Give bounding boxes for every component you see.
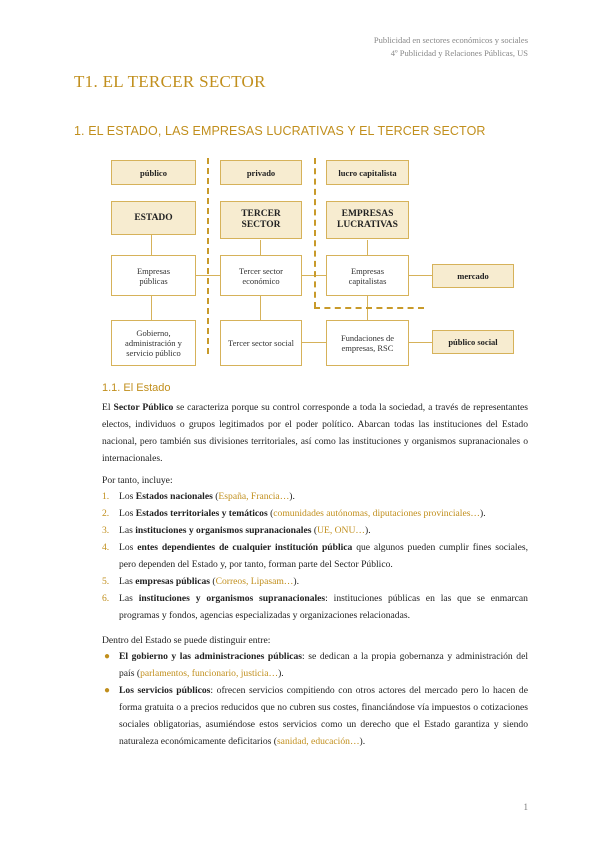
box-empresas-capitalistas: Empresas capitalistas bbox=[326, 255, 409, 296]
intro-bold: Sector Público bbox=[113, 402, 174, 413]
item-bold: instituciones y organismos supranacionales bbox=[135, 525, 312, 536]
item-bold: El gobierno y las administraciones públicas bbox=[119, 651, 303, 662]
sector-diagram bbox=[0, 0, 600, 380]
item-bold: Estados territoriales y temáticos bbox=[135, 508, 268, 519]
item-text: ( bbox=[212, 491, 219, 502]
item-text: Los bbox=[119, 542, 138, 553]
item-text: Las bbox=[119, 525, 136, 536]
list-number: 2. bbox=[102, 508, 110, 519]
item-text: que algunos pueden cumplir fines sociales, pero dependen del Estado y, por tanto, forman parte del Sector Público. bbox=[119, 542, 528, 570]
intro-lead: El bbox=[102, 402, 114, 413]
item-text: Los bbox=[119, 491, 136, 502]
list-item bbox=[102, 590, 528, 624]
item-text: : se dedican a la propia gobernanza y administración del país ( bbox=[119, 651, 528, 679]
list-item bbox=[102, 648, 528, 682]
list-item bbox=[102, 505, 528, 522]
box-empresas-publicas: Empresas públicas bbox=[111, 255, 196, 296]
divider-private-lucro bbox=[314, 158, 316, 308]
list-item bbox=[102, 488, 528, 505]
divider-public-private bbox=[207, 158, 209, 354]
item-examples: Correos, Lipasam… bbox=[215, 576, 294, 587]
list-item bbox=[102, 539, 528, 573]
page-number: 1 bbox=[523, 802, 528, 812]
item-examples: sanidad, educación… bbox=[276, 736, 360, 747]
item-text: ( bbox=[267, 508, 274, 519]
list-number: 4. bbox=[102, 542, 110, 553]
item-text: : instituciones públicas en las que se enmarcan programas y fondos, agencias especializadas y organizaciones relacionadas. bbox=[119, 593, 528, 621]
item-bold: empresas públicas bbox=[135, 576, 210, 587]
box-tercer-sector-economico: Tercer sector económico bbox=[220, 255, 302, 296]
item-text: ). bbox=[359, 736, 366, 747]
header-lucro-capitalista: lucro capitalista bbox=[326, 160, 409, 185]
box-fundaciones: Fundaciones de empresas, RSC bbox=[326, 320, 409, 366]
divider-lucro-bottom bbox=[314, 307, 424, 309]
item-bold: entes dependientes de cualquier institución pública bbox=[137, 542, 353, 553]
box-tercer-sector-social: Tercer sector social bbox=[220, 320, 302, 366]
box-publico-social: público social bbox=[432, 330, 514, 354]
connector-h5 bbox=[409, 342, 432, 343]
item-text: ( bbox=[209, 576, 216, 587]
box-gobierno: Gobierno, administración y servicio público bbox=[111, 320, 196, 366]
item-examples: UE, ONU… bbox=[317, 525, 366, 536]
list-item bbox=[102, 682, 528, 750]
distinguish-lead: Dentro del Estado se puede distinguir entre: bbox=[102, 635, 271, 646]
bullet-icon: ● bbox=[104, 651, 111, 662]
header-privado: privado bbox=[220, 160, 302, 185]
item-text: ). bbox=[289, 491, 295, 502]
item-text: : ofrecen servicios compitiendo con otros actores del mercado pero lo hacen de forma gratuita o a precios reducidos que no cubren sus costes, financiándose vía impuestos o cotizaciones sociales obligatorias, asumiéndose estos servicios como un derecho que el Estado garantiza y siendo naturaleza económicamente deficitarios ( bbox=[119, 685, 528, 747]
list-item bbox=[102, 573, 528, 590]
intro-rest: se caracteriza porque su control corresponde a toda la sociedad, a través de representantes electos, individuos o grupos legitimados por el poder político. Abarcan todas las instituciones del Estado nacional, pero también sus divisiones territoriales, así como las instituciones y organismos supranacionales o internacionales. bbox=[102, 402, 528, 464]
list-number: 6. bbox=[102, 593, 110, 604]
item-text: Las bbox=[119, 593, 139, 604]
box-empresas-lucrativas: EMPRESAS LUCRATIVAS bbox=[326, 201, 409, 239]
list-number: 5. bbox=[102, 576, 110, 587]
item-text: Los bbox=[119, 508, 136, 519]
item-bold: Estados nacionales bbox=[135, 491, 213, 502]
distinguish-list bbox=[102, 648, 528, 750]
subsection-title: 1.1. El Estado bbox=[102, 382, 171, 394]
connector-h4 bbox=[302, 342, 326, 343]
item-examples: parlamentos, funcionario, justicia… bbox=[140, 668, 279, 679]
list-number: 3. bbox=[102, 525, 110, 536]
connector-h3 bbox=[409, 275, 432, 276]
item-bold: instituciones y organismos supranacionales bbox=[138, 593, 326, 604]
box-estado: ESTADO bbox=[111, 201, 196, 235]
includes-lead: Por tanto, incluye: bbox=[102, 475, 173, 486]
item-text: ). bbox=[293, 576, 299, 587]
item-text: ). bbox=[365, 525, 371, 536]
item-examples: España, Francia… bbox=[218, 491, 290, 502]
intro-paragraph bbox=[102, 399, 528, 467]
item-text: Las bbox=[119, 576, 136, 587]
item-text: ). bbox=[278, 668, 284, 679]
box-tercer-sector: TERCER SECTOR bbox=[220, 201, 302, 239]
item-text: ). bbox=[480, 508, 486, 519]
list-item bbox=[102, 522, 528, 539]
header-publico: público bbox=[111, 160, 196, 185]
item-examples: comunidades autónomas, diputaciones provinciales… bbox=[273, 508, 481, 519]
header-course: Publicidad en sectores económicos y sociales bbox=[373, 35, 528, 45]
header-degree: 4º Publicidad y Relaciones Públicas, US bbox=[390, 48, 528, 58]
item-text: ( bbox=[311, 525, 318, 536]
item-bold: Los servicios públicos bbox=[119, 685, 211, 696]
bullet-icon: ● bbox=[104, 685, 111, 696]
includes-list bbox=[102, 488, 528, 624]
list-number: 1. bbox=[102, 491, 110, 502]
section-title: 1. EL ESTADO, LAS EMPRESAS LUCRATIVAS Y EL TERCER SECTOR bbox=[74, 124, 486, 138]
page-title: T1. EL TERCER SECTOR bbox=[74, 72, 266, 91]
box-mercado: mercado bbox=[432, 264, 514, 288]
